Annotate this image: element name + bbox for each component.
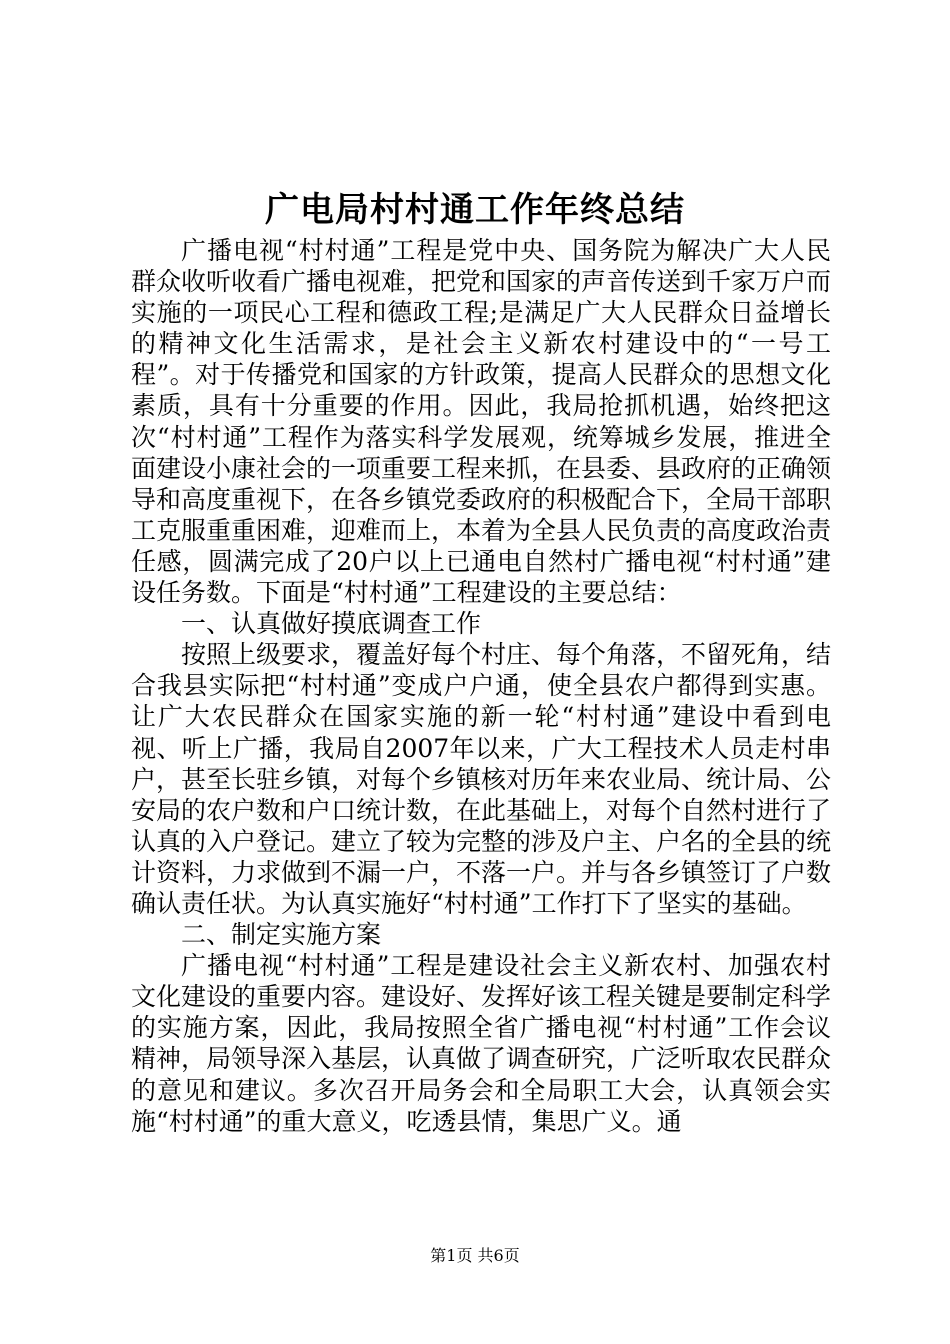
document-body: [131, 235, 831, 1137]
paragraph-intro: 广播电视“村村通”工程是党中央、国务院为解决广大人民群众收听收看广播电视难，把党和国家的声音传送到千家万户而实施的一项民心工程和德政工程;是满足广大人民群众日益增长的精神文化生活需求，是社会主义新农村建设中的“一号工程”。对于传播党和国家的方针政策，提高人民群众的思想文化素质，具有十分重要的作用。因此，我局抢抓机遇，始终把这次“村村通”工程作为落实科学发展观，统筹城乡发展，推进全面建设小康社会的一项重要工程来抓，在县委、县政府的正确领导和高度重视下，在各乡镇党委政府的积极配合下，全局干部职工克服重重困难，迎难而上，本着为全县人民负责的高度政治责任感，圆满完成了20户以上已通电自然村广播电视“村村通”建设任务数。下面是“村村通”工程建设的主要总结：: [131, 236, 832, 608]
section-heading-1: 一、认真做好摸底调查工作: [181, 609, 482, 639]
document-title: 广电局村村通工作年终总结: [265, 190, 685, 230]
paragraph-section-1: 按照上级要求，覆盖好每个村庄、每个角落，不留死角，结合我县实际把“村村通”变成户户通，使全县农户都得到实惠。让广大农民群众在国家实施的新一轮“村村通”建设中看到电视、听上广播，我局自2007年以来，广大工程技术人员走村串户，甚至长驻乡镇，对每个乡镇核对历年来农业局、统计局、公安局的农户数和户口统计数，在此基础上，对每个自然村进行了认真的入户登记。建立了较为完整的涉及户主、户名的全县的统计资料，力求做到不漏一户，不落一户。并与各乡镇签订了户数确认责任状。为认真实施好“村村通”工作打下了坚实的基础。: [131, 640, 832, 918]
section-heading-2: 二、制定实施方案: [181, 920, 382, 950]
paragraph-section-2: 广播电视“村村通”工程是建设社会主义新农村、加强农村文化建设的重要内容。建设好、发挥好该工程关键是要制定科学的实施方案，因此，我局按照全省广播电视“村村通”工作会议精神，局领导深入基层，认真做了调查研究，广泛听取农民群众的意见和建议。多次召开局务会和全局职工大会，认真领会实施“村村通”的重大意义，吃透县情，集思广义。通: [131, 951, 832, 1136]
page-footer: 第1页 共6页: [430, 1246, 520, 1265]
